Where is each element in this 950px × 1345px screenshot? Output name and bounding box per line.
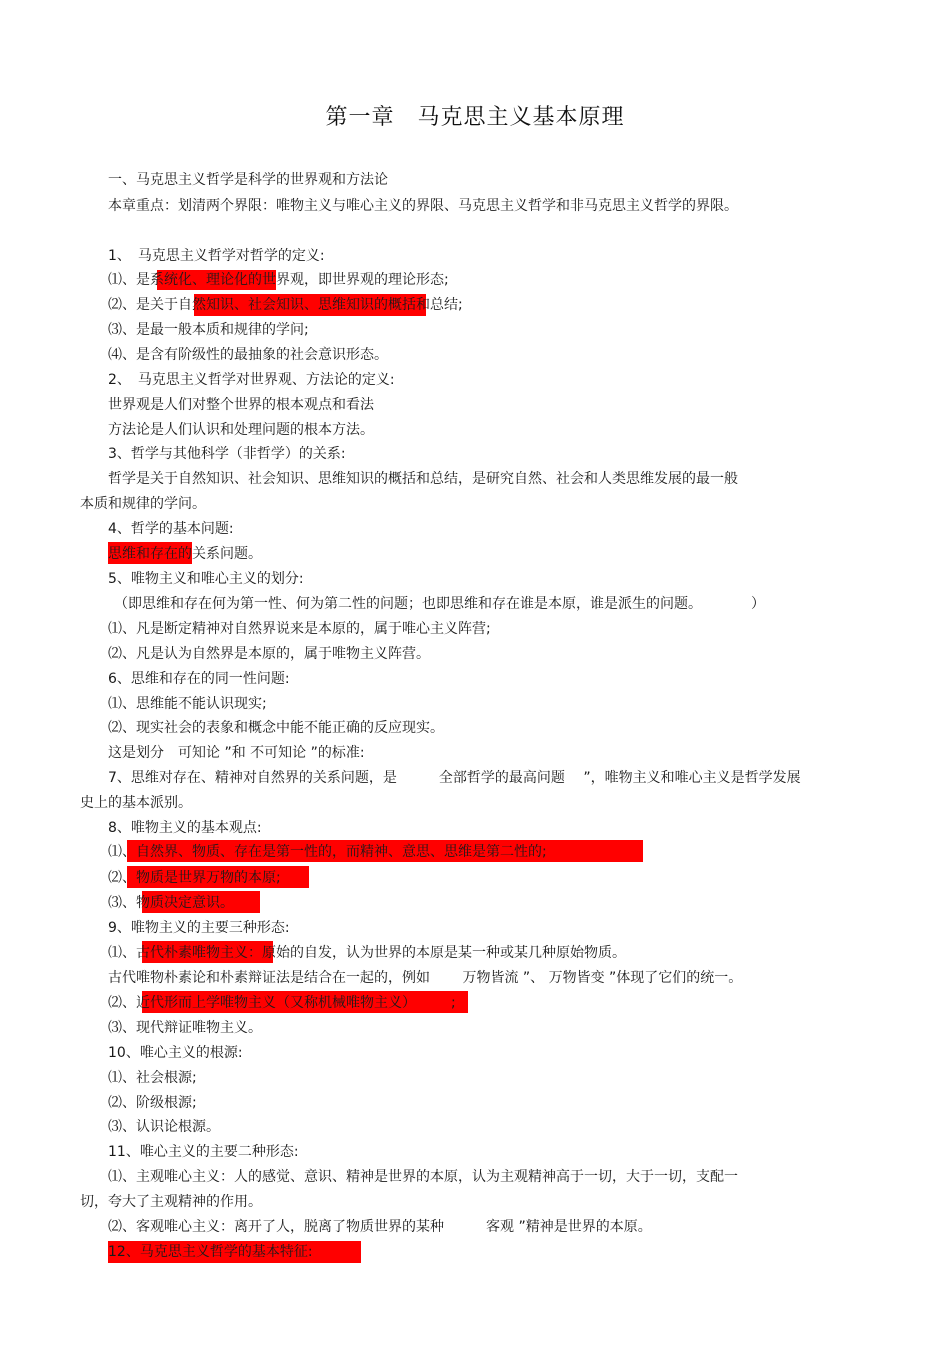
text-line: ⑴、思维能不能认识现实; <box>108 696 267 712</box>
text-line: 9、唯物主义的主要三种形态: <box>108 920 290 936</box>
text-line: 10、唯心主义的根源: <box>108 1045 243 1061</box>
text-line: ⑵、阶级根源; <box>108 1095 197 1111</box>
text-line: 6、思维和存在的同一性问题: <box>108 671 290 687</box>
text-line: 7、思维对存在、精神对自然界的关系问题，是 全部哲学的最高问题 ”，唯物主义和唯心主义是哲学发展 <box>108 770 801 786</box>
text-line: ⑴、自然界、物质、存在是第一性的，而精神、意思、思维是第二性的; <box>108 844 547 860</box>
text-line: ⑵、物质是世界万物的本原; <box>108 870 281 886</box>
text-line: ⑴、古代朴素唯物主义：原始的自发，认为世界的本原是某一种或某几种原始物质。 <box>108 945 626 961</box>
text-line: ⑴、主观唯心主义：人的感觉、意识、精神是世界的本原，认为主观精神高于一切，大于一切，支配一 <box>108 1169 738 1185</box>
text-line: ⑵、是关于自然知识、社会知识、思维知识的概括和总结; <box>108 297 463 313</box>
text-line: 3、哲学与其他科学（非哲学）的关系: <box>108 446 346 462</box>
text-line: ⑴、是系统化、理论化的世界观，即世界观的理论形态; <box>108 272 449 288</box>
text-line: ⑶、认识论根源。 <box>108 1119 220 1135</box>
text-line: 这是划分 可知论 ”和 不可知论 ”的标准: <box>108 745 365 761</box>
text-line: ⑶、是最一般本质和规律的学问; <box>108 322 309 338</box>
text-line: 4、哲学的基本问题: <box>108 521 234 537</box>
text-line: 5、唯物主义和唯心主义的划分: <box>108 571 304 587</box>
text-line: 切，夸大了主观精神的作用。 <box>80 1194 262 1210</box>
text-line: ⑵、现实社会的表象和概念中能不能正确的反应现实。 <box>108 720 444 736</box>
text-line: （即思维和存在何为第一性、何为第二性的问题；也即思维和存在谁是本原，谁是派生的问题。 ） <box>114 596 765 612</box>
text-line: 12、马克思主义哲学的基本特征: <box>108 1244 313 1260</box>
chapter-title: 第一章 马克思主义基本原理 <box>325 105 625 130</box>
text-line: 世界观是人们对整个世界的根本观点和看法 <box>108 397 374 413</box>
text-line: 一、马克思主义哲学是科学的世界观和方法论 <box>108 172 388 188</box>
text-line: ⑵、凡是认为自然界是本原的，属于唯物主义阵营。 <box>108 646 430 662</box>
text-line: ⑶、现代辩证唯物主义。 <box>108 1020 262 1036</box>
text-line: ⑵、客观唯心主义：离开了人，脱离了物质世界的某种 客观 ”精神是世界的本原。 <box>108 1219 652 1235</box>
text-line: ⑵、近代形而上学唯物主义（又称机械唯物主义） ; <box>108 995 456 1011</box>
text-line: 思维和存在的关系问题。 <box>108 546 262 562</box>
text-line: ⑴、社会根源; <box>108 1070 197 1086</box>
text-line: 2、 马克思主义哲学对世界观、方法论的定义: <box>108 372 395 388</box>
text-line: ⑷、是含有阶级性的最抽象的社会意识形态。 <box>108 347 388 363</box>
text-line: ⑴、凡是断定精神对自然界说来是本原的，属于唯心主义阵营; <box>108 621 491 637</box>
text-line: 古代唯物朴素论和朴素辩证法是结合在一起的，例如 万物皆流 ”、 万物皆变 ”体现了它们的统一。 <box>108 970 743 986</box>
text-line: 本章重点：划清两个界限：唯物主义与唯心主义的界限、马克思主义哲学和非马克思主义哲学的界限。 <box>108 198 738 214</box>
text-line: 本质和规律的学问。 <box>80 496 206 512</box>
text-line: 史上的基本派别。 <box>80 795 192 811</box>
text-line: 哲学是关于自然知识、社会知识、思维知识的概括和总结，是研究自然、社会和人类思维发展的最一般 <box>108 471 738 487</box>
text-line: 1、 马克思主义哲学对哲学的定义: <box>108 248 325 264</box>
text-line: 8、唯物主义的基本观点: <box>108 820 262 836</box>
text-line: 11、唯心主义的主要二种形态: <box>108 1144 299 1160</box>
text-line: 方法论是人们认识和处理问题的根本方法。 <box>108 422 374 438</box>
text-line: ⑶、物质决定意识。 <box>108 895 234 911</box>
